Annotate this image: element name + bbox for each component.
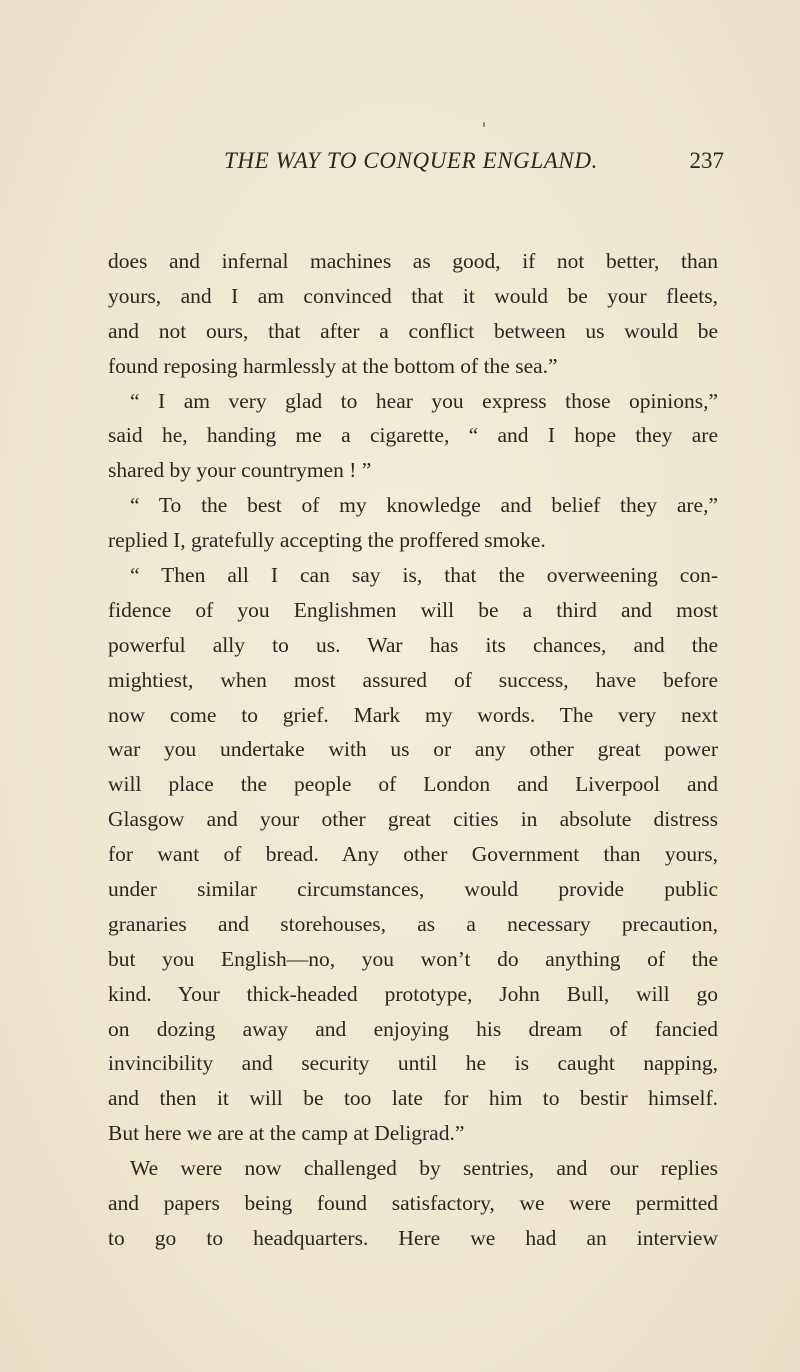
text-line: war you undertake with us or any other great power [108, 737, 718, 762]
text-line: fidence of you Englishmen will be a third and most [108, 597, 718, 622]
text-line: mightiest, when most assured of success, have before [108, 667, 718, 692]
text-line: yours, and I am convinced that it would be your fleets, [108, 283, 718, 308]
text-line: found reposing harmlessly at the bottom of the sea.” [108, 353, 558, 378]
text-line: shared by your countrymen ! ” [108, 458, 372, 483]
text-line: on dozing away and enjoying his dream of fancied [108, 1016, 718, 1041]
text-line: and then it will be too late for him to bestir himself. [108, 1086, 718, 1111]
running-title: THE WAY TO CONQUER ENGLAND. [224, 148, 598, 173]
text-line: to go to headquarters. Here we had an interview [108, 1225, 718, 1250]
text-line: granaries and storehouses, as a necessary precaution, [108, 911, 718, 936]
text-line: under similar circumstances, would provide public [108, 877, 718, 902]
text-line: said he, handing me a cigarette, “ and I hope they are [108, 423, 718, 448]
text-line: but you English—no, you won’t do anything of the [108, 946, 718, 971]
text-line: and papers being found satisfactory, we were permitted [108, 1191, 718, 1216]
text-line: for want of bread. Any other Government than yours, [108, 842, 718, 867]
text-line: Glasgow and your other great cities in absolute distress [108, 807, 718, 832]
ink-speck [483, 122, 485, 127]
text-line: But here we are at the camp at Deligrad.” [108, 1121, 465, 1146]
text-line: invincibility and security until he is caught napping, [108, 1051, 718, 1076]
text-line: kind. Your thick-headed prototype, John Bull, will go [108, 981, 718, 1006]
text-line: will place the people of London and Liverpool and [108, 772, 718, 797]
text-line: replied I, gratefully accepting the proffered smoke. [108, 528, 546, 553]
running-head [224, 148, 724, 188]
text-line: and not ours, that after a conflict between us would be [108, 318, 718, 343]
text-line: powerful ally to us. War has its chances, and the [108, 632, 718, 657]
text-line: “ Then all I can say is, that the overweening con- [130, 563, 718, 588]
text-line: We were now challenged by sentries, and our replies [130, 1156, 718, 1181]
body-text [108, 244, 718, 1256]
text-line: does and infernal machines as good, if not better, than [108, 249, 718, 273]
text-line: “ I am very glad to hear you express those opinions,” [130, 388, 718, 413]
text-line: now come to grief. Mark my words. The very next [108, 702, 718, 727]
text-line: “ To the best of my knowledge and belief they are,” [130, 493, 718, 518]
page-number: 237 [689, 148, 724, 173]
